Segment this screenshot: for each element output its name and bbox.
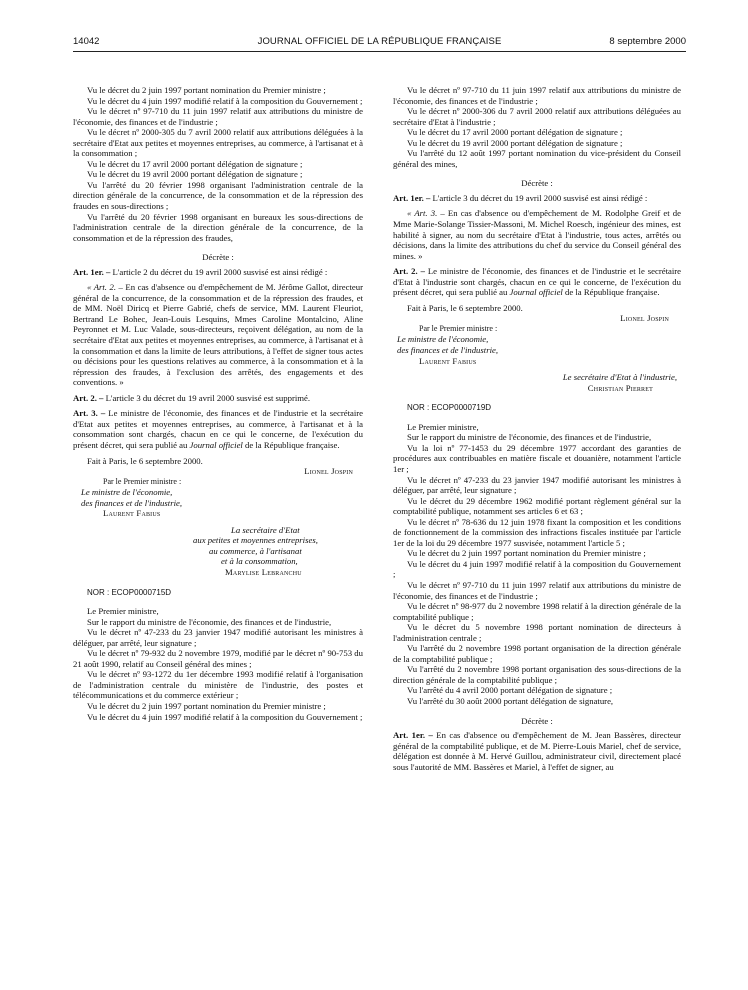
paragraph: Vu le décret du 2 juin 1997 portant nomination du Premier ministre ; <box>87 85 326 95</box>
paragraph: Vu le décret du 4 juin 1997 modifié relatif à la composition du Gouvernement ; <box>87 95 363 106</box>
paragraph: Vu le décret nº 97-710 du 11 juin 1997 relatif aux attributions du ministre de l'économie, des finances et de l'industrie ; <box>73 106 363 127</box>
decrete-heading: Décrète : <box>202 252 234 263</box>
paragraph: Vu le décret du 5 novembre 1998 portant nomination de directeurs à l'administration centrale ; <box>393 622 681 643</box>
fait-a-paris: Fait à Paris, le 6 septembre 2000. <box>87 455 203 466</box>
paragraph: Vu le décret du 17 avril 2000 portant délégation de signature ; <box>87 158 303 169</box>
secretary-name: Christian Pierret <box>587 382 653 393</box>
paragraph: Vu l'arrêté du 2 novembre 1998 portant organisation de la direction générale de la comptabilité publique ; <box>393 643 681 664</box>
paragraph: Vu le décret nº 2000-305 du 7 avril 2000 relatif aux attributions déléguées à la secrétaire d'Etat aux petites et moyennes entreprises, au commerce, à l'artisanat et à la consommation ; <box>73 127 363 159</box>
paragraph: Vu le décret nº 97-710 du 11 juin 1997 relatif aux attributions du ministre de l'économie, des finances et de l'industrie ; <box>393 579 681 601</box>
minister-title: Le ministre de l'économie, <box>397 334 489 345</box>
paragraph: Vu le décret nº 98-977 du 2 novembre 1998 relatif à la direction générale de la comptabilité publique ; <box>393 601 681 622</box>
signer-name: Lionel Jospin <box>304 466 353 477</box>
issue-date: 8 septembre 2000 <box>609 36 686 47</box>
paragraph: Vu le décret du 17 avril 2000 portant délégation de signature ; <box>407 127 623 138</box>
decrete-heading: Décrète : <box>521 715 553 726</box>
paragraph: Vu l'arrêté du 4 avril 2000 portant délégation de signature ; <box>407 685 613 696</box>
article-3: Art. 3. – Le ministre de l'économie, des finances et de l'industrie et la secrétaire d'Etat aux petites et moyennes entreprises, au commerce, à l'artisanat et à la consommation sont chargés, chacun en ce qui le concerne, de l'exécution du présent décret, qui sera publié au Journal officiel de la République française. <box>73 408 363 450</box>
article-3-quote: « Art. 3. – En cas d'absence ou d'empêchement de M. Rodolphe Greif et de Mme Marie-Solange Tissier-Massoni, M. Michel Roesch, ingénieur des mines, est habilité à signer, au nom du secrétaire d'Etat à l'industrie, tous actes, arrêtés ou décisions, dans la limite des attributions du chef du service du Conseil général des mines. » <box>393 208 681 261</box>
nor-reference: NOR : ECOP0000715D <box>87 587 172 597</box>
paragraph: Vu le décret nº 47-233 du 23 janvier 1947 modifié autorisant les ministres à déléguer, par arrêté, leur signature ; <box>73 627 363 648</box>
paragraph: Vu l'arrêté du 20 février 1998 organisant l'administration centrale de la direction générale de la concurrence, de la consommation et de la répression des fraudes en sous-directions ; <box>73 179 363 212</box>
secretary-title: au commerce, à l'artisanat <box>209 545 302 556</box>
paragraph: Sur le rapport du ministre de l'économie, des finances et de l'industrie, <box>407 432 652 443</box>
paragraph: Sur le rapport du ministre de l'économie, des finances et de l'industrie, <box>87 616 332 627</box>
paragraph: Vu le décret du 4 juin 1997 modifié relatif à la composition du Gouvernement ; <box>87 711 363 722</box>
page-header <box>73 36 686 50</box>
paragraph: Vu le décret nº 78-636 du 12 juin 1978 fixant la composition et les conditions de fonctionnement de la commission des infractions fiscales instituée par l'article 1er de la loi du 29 décembre 1977 susvisée, notamment l'article 5 ; <box>393 516 681 548</box>
paragraph: Vu le décret du 19 avril 2000 portant délégation de signature ; <box>87 169 303 180</box>
paragraph: Vu le décret du 29 décembre 1962 modifié portant règlement général sur la comptabilité publique, notamment ses articles 6 et 63 ; <box>393 495 681 517</box>
left-column <box>73 85 363 722</box>
paragraph: Vu le décret nº 79-932 du 2 novembre 1979, modifié par le décret nº 90-753 du 21 août 1990, relatif au Conseil général des mines ; <box>73 648 363 669</box>
paragraph: Vu l'arrêté du 12 août 1997 portant nomination du vice-président du Conseil général des mines, <box>393 148 681 169</box>
secretary-title: Le secrétaire d'Etat à l'industrie, <box>562 372 677 383</box>
paragraph: Vu le décret du 2 juin 1997 portant nomination du Premier ministre ; <box>87 700 326 711</box>
paragraph: Vu le décret du 2 juin 1997 portant nomination du Premier ministre ; <box>407 548 646 559</box>
par-premier-ministre: Par le Premier ministre : <box>103 476 182 486</box>
article-2-quote: « Art. 2. – En cas d'absence ou d'empêchement de M. Jérôme Gallot, directeur général de la concurrence, de la consommation et de la répression des fraudes, et de MM. Noël Diricq et Pierre Gabrié, chefs de service, MM. Laurent Fleuriot, Bertrand Le Bohec, Jean-Louis Lesquins, Mmes Caroline Montalcino, Aline Peyronnet et M. Luc Valade, sous-directeurs, reçoivent délégation, au nom de la secrétaire d'Etat aux petites et moyennes entreprises, au commerce, à l'artisanat et à la consommation et dans la limite de leurs attributions, à l'effet de signer tous actes ou décisions pour les questions relatives au commerce, à la consommation et à la répression des fraudes, à l'exclusion des arrêtés, des engagements et des conventions. » <box>73 282 364 388</box>
secretary-title: et à la consommation, <box>221 556 298 567</box>
paragraph: Le Premier ministre, <box>407 421 479 432</box>
article-2: Art. 2. – Le ministre de l'économie, des finances et de l'industrie et le secrétaire d'Etat à l'industrie sont chargés, chacun en ce qui le concerne, de l'exécution du présent décret, qui sera publié au Journal officiel de la République française. <box>393 266 682 298</box>
paragraph: Vu l'arrêté du 30 août 2000 portant délégation de signature, <box>407 695 614 706</box>
paragraph: Vu le décret nº 97-710 du 11 juin 1997 relatif aux attributions du ministre de l'économie, des finances et de l'industrie ; <box>393 85 681 106</box>
paragraph: Vu l'arrêté du 2 novembre 1998 portant organisation des sous-directions de la direction générale de la comptabilité publique ; <box>393 664 681 685</box>
header-rule <box>73 51 686 52</box>
secretary-name: Marylise Lebranchu <box>225 566 302 577</box>
minister-name: Laurent Fabius <box>419 355 477 366</box>
paragraph: Vu l'arrêté du 20 février 1998 organisant en bureaux les sous-directions de l'administration centrale de la direction générale de la concurrence, de la consommation et de la répression des fraudes, <box>73 211 363 243</box>
fait-a-paris: Fait à Paris, le 6 septembre 2000. <box>407 302 523 313</box>
minister-title: des finances et de l'industrie, <box>397 345 499 356</box>
par-premier-ministre: Par le Premier ministre : <box>419 323 498 333</box>
paragraph: Vu le décret du 4 juin 1997 modifié relatif à la composition du Gouvernement ; <box>393 558 681 580</box>
article-2: Art. 2. – L'article 3 du décret du 19 avril 2000 susvisé est supprimé. <box>73 392 311 403</box>
minister-title: des finances et de l'industrie, <box>81 497 183 508</box>
right-column <box>393 85 681 772</box>
minister-title: Le ministre de l'économie, <box>81 487 173 498</box>
paragraph: Vu le décret nº 47-233 du 23 janvier 1947 modifié autorisant les ministres à déléguer, par arrêté, leur signature ; <box>393 474 681 496</box>
paragraph: Vu la loi nº 77-1453 du 29 décembre 1977 accordant des garanties de procédures aux contribuables en matière fiscale et douanière, notamment l'article 1er ; <box>393 442 681 474</box>
paragraph: Vu le décret du 19 avril 2000 portant délégation de signature ; <box>407 137 623 148</box>
article-1: Art. 1er. – L'article 3 du décret du 19 avril 2000 susvisé est ainsi rédigé : <box>393 192 648 203</box>
article-1: Art. 1er. – En cas d'absence ou d'empêchement de M. Jean Bassères, directeur général de la comptabilité publique, et de M. Pierre-Louis Mariel, chef de service, délégation est donnée à M. Hervé Guillou, administrateur civil, directement placé sous l'autorité de MM. Bassères et Mariel, à l'effet de signer, au <box>393 730 682 772</box>
minister-name: Laurent Fabius <box>103 508 161 519</box>
paragraph: Le Premier ministre, <box>87 606 159 617</box>
secretary-title: aux petites et moyennes entreprises, <box>193 535 318 546</box>
article-1: Art. 1er. – L'article 2 du décret du 19 avril 2000 susvisé est ainsi rédigé : <box>73 266 328 277</box>
paragraph: Vu le décret nº 93-1272 du 1er décembre 1993 modifié relatif à l'organisation de l'administration centrale du ministère de l'industrie, des postes et télécommunications et du commerce extérieur ; <box>73 669 363 701</box>
article-label: Art. 1er. – <box>73 266 111 277</box>
signer-name: Lionel Jospin <box>620 313 669 324</box>
journal-title: JOURNAL OFFICIEL DE LA RÉPUBLIQUE FRANÇAISE <box>257 36 502 47</box>
secretary-title: La secrétaire d'Etat <box>231 524 300 535</box>
page-number: 14042 <box>73 36 100 47</box>
decrete-heading: Décrète : <box>521 178 553 189</box>
paragraph: Vu le décret nº 2000-306 du 7 avril 2000 relatif aux attributions déléguées au secrétaire d'Etat à l'industrie ; <box>393 106 681 127</box>
nor-reference: NOR : ECOP0000719D <box>407 403 492 413</box>
